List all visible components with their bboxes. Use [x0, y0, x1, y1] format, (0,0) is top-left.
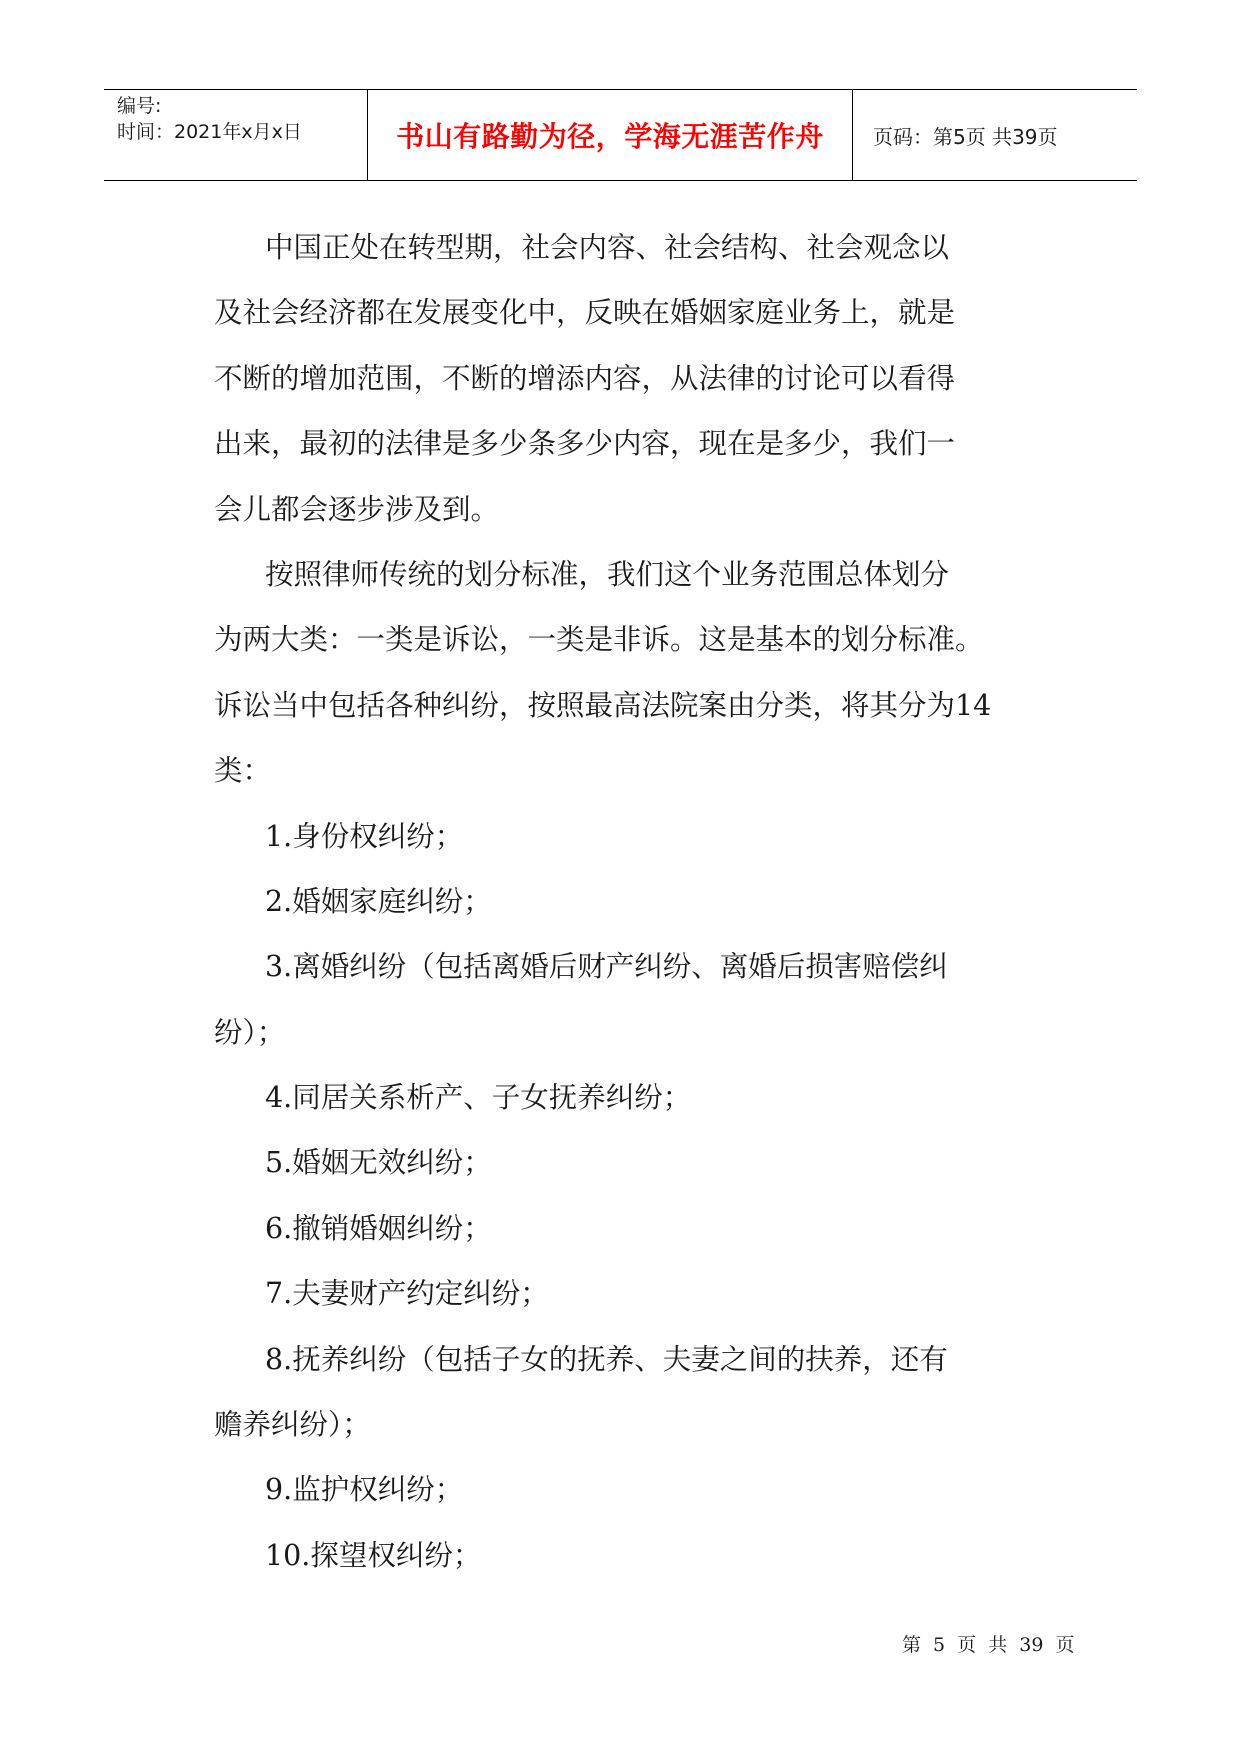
paragraph-line: 出来，最初的法律是多少条多少内容，现在是多少，我们一 — [214, 427, 956, 461]
paragraph-line: 及社会经济都在发展变化中，反映在婚姻家庭业务上，就是 — [214, 296, 956, 330]
document-body — [214, 215, 1034, 1588]
document-date-label: 时间：2021年x月x日 — [117, 121, 302, 143]
document-number-label: 编号: — [117, 95, 162, 117]
header-motto-cell — [368, 90, 853, 180]
page-footer: 第 5 页 共 39 页 — [902, 1634, 1075, 1656]
list-item: 6.撤销婚姻纠纷； — [265, 1211, 492, 1245]
paragraph-line: 中国正处在转型期，社会内容、社会结构、社会观念以 — [265, 231, 950, 264]
list-item: 3.离婚纠纷（包括离婚后财产纠纷、离婚后损害赔偿纠 — [265, 950, 948, 984]
list-item: 5.婚姻无效纠纷； — [265, 1146, 492, 1180]
header-page-info: 页码：第5页 共39页 — [873, 124, 1058, 149]
list-item: 10.探望权纠纷； — [265, 1538, 482, 1572]
paragraph-line: 诉讼当中包括各种纠纷，按照最高法院案由分类，将其分为14 — [214, 688, 992, 722]
paragraph-line: 为两大类：一类是诉讼，一类是非诉。这是基本的划分标准。 — [214, 623, 984, 657]
paragraph-line: 会儿都会逐步涉及到。 — [214, 492, 500, 526]
list-item-continuation: 纷）； — [214, 1015, 286, 1049]
header-motto: 书山有路勤为径，学海无涯苦作舟 — [396, 120, 824, 153]
header-meta — [104, 90, 368, 180]
list-item: 8.抚养纠纷（包括子女的抚养、夫妻之间的扶养，还有 — [265, 1342, 948, 1376]
paragraph-line: 类： — [214, 754, 272, 788]
paragraph-line: 按照律师传统的划分标准，我们这个业务范围总体划分 — [265, 557, 950, 591]
page-header — [104, 89, 1137, 181]
list-item-continuation: 赡养纠纷）； — [214, 1408, 371, 1442]
list-item: 1.身份权纠纷； — [265, 819, 464, 853]
list-item: 4.同居关系析产、子女抚养纠纷； — [265, 1081, 692, 1115]
list-item: 7.夫妻财产约定纠纷； — [265, 1277, 549, 1311]
list-item: 2.婚姻家庭纠纷； — [265, 884, 492, 918]
paragraph-line: 不断的增加范围，不断的增添内容，从法律的讨论可以看得 — [214, 361, 956, 395]
list-item: 9.监护权纠纷； — [265, 1473, 464, 1507]
